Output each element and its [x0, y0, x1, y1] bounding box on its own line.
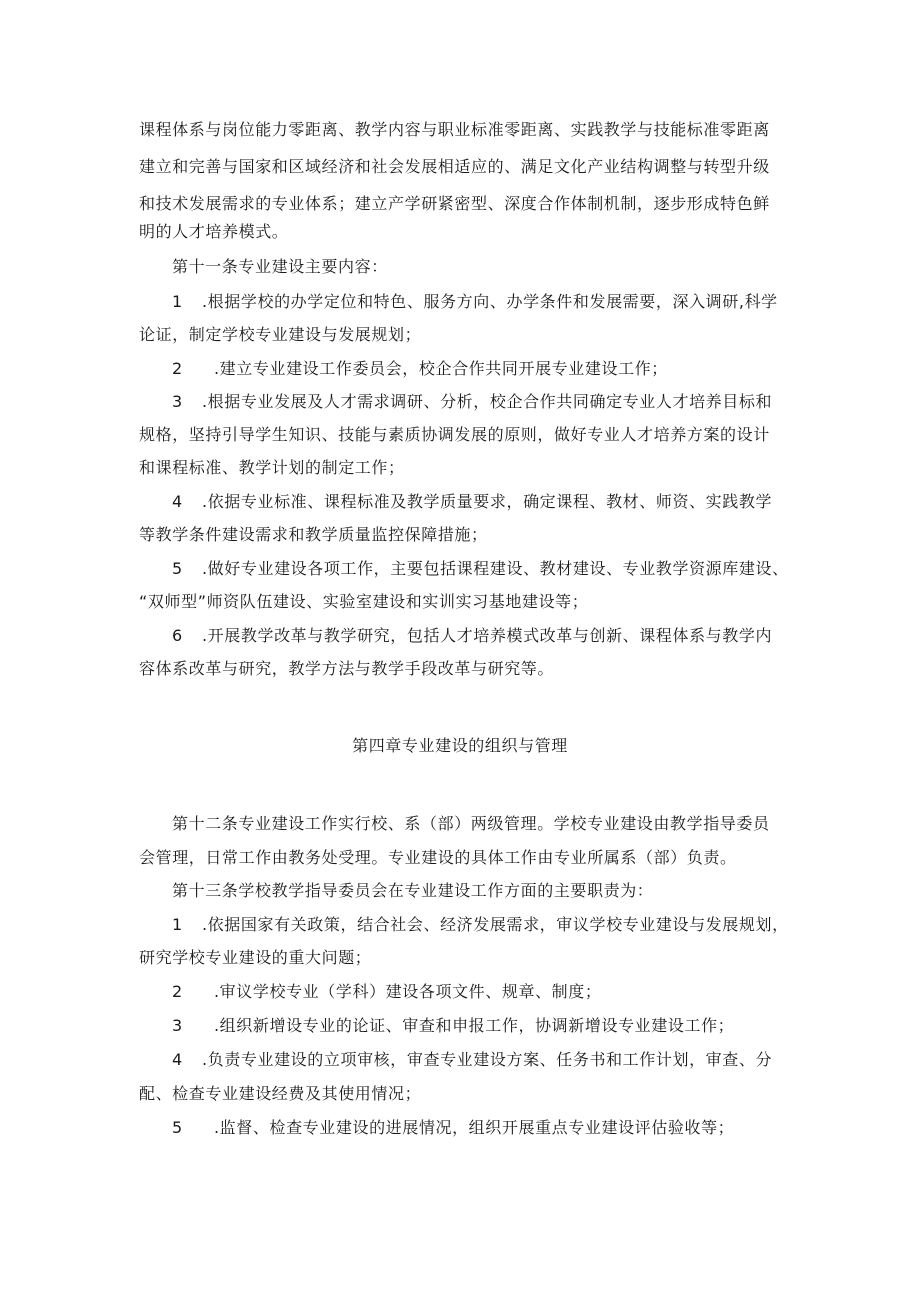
article13-item-1-cont: 研究学校专业建设的重大问题；	[139, 948, 372, 967]
article12-line-2: 会管理，日常工作由教务处受理。专业建设的具体工作由专业所属系（部）负责。	[139, 848, 737, 867]
article11-title: 第十一条专业建设主要内容：	[172, 257, 388, 276]
article11-item-6	[172, 626, 772, 646]
article11-item-4-cont: 等教学条件建设需求和教学质量监控保障措施；	[139, 525, 488, 544]
item-number: 3	[172, 392, 183, 411]
item-text: .审议学校专业（学科）建设各项文件、规章、制度；	[214, 982, 602, 1001]
item-number: 5	[172, 559, 183, 578]
item-number: 3	[172, 1016, 183, 1035]
item-number: 1	[172, 292, 183, 311]
article11-item-1	[172, 292, 778, 312]
item-number: 6	[172, 626, 183, 645]
article11-item-2	[172, 359, 668, 379]
para1-line-1: 课程体系与岗位能力零距离、教学内容与职业标准零距离、实践教学与技能标准零距离	[139, 120, 770, 139]
article13-item-4	[172, 1050, 772, 1070]
article13-item-3	[172, 1016, 734, 1036]
item-text: .负责专业建设的立项审核，审查专业建设方案、任务书和工作计划，审查、分	[202, 1050, 773, 1069]
article11-item-5-cont: “双师型”师资队伍建设、实验室建设和实训实习基地建设等；	[139, 592, 589, 611]
article13-item-5	[172, 1118, 734, 1138]
article11-item-4	[172, 492, 772, 512]
article12-line-1: 第十二条专业建设工作实行校、系（部）两级管理。学校专业建设由教学指导委员	[172, 814, 770, 833]
article11-item-1-cont: 论证，制定学校专业建设与发展规划；	[139, 325, 422, 344]
article13-item-4-cont: 配、检查专业建设经费及其使用情况；	[139, 1084, 422, 1103]
item-number: 2	[172, 982, 183, 1001]
item-number: 4	[172, 1050, 183, 1069]
chapter4-heading: 第四章专业建设的组织与管理	[352, 736, 568, 755]
item-number: 1	[172, 915, 183, 934]
article11-item-3-cont-1: 规格，坚持引导学生知识、技能与素质协调发展的原则，做好专业人才培养方案的设计	[139, 425, 770, 444]
para1-line-3: 和技术发展需求的专业体系；建立产学研紧密型、深度合作体制机制，逐步形成特色鲜	[139, 194, 770, 213]
article13-item-1	[172, 915, 789, 935]
article11-item-3	[172, 392, 772, 412]
item-number: 5	[172, 1118, 183, 1137]
article13-item-2	[172, 982, 602, 1002]
item-number: 4	[172, 492, 183, 511]
item-text: .组织新增设专业的论证、审查和申报工作，协调新增设专业建设工作；	[214, 1016, 735, 1035]
article11-item-6-cont: 容体系改革与研究，教学方法与教学手段改革与研究等。	[139, 659, 555, 678]
article11-item-3-cont-2: 和课程标准、教学计划的制定工作；	[139, 458, 405, 477]
item-text: .做好专业建设各项工作，主要包括课程建设、教材建设、专业教学资源库建设、	[202, 559, 789, 578]
para1-line-4: 明的人才培养模式。	[139, 222, 289, 241]
item-text: .建立专业建设工作委员会，校企合作共同开展专业建设工作；	[214, 359, 668, 378]
item-text: .根据专业发展及人才需求调研、分析，校企合作共同确定专业人才培养目标和	[202, 392, 773, 411]
item-number: 2	[172, 359, 183, 378]
item-text: .监督、检查专业建设的进展情况，组织开展重点专业建设评估验收等；	[214, 1118, 735, 1137]
article11-item-5	[172, 559, 789, 579]
item-text: .依据专业标准、课程标准及教学质量要求，确定课程、教材、师资、实践教学	[202, 492, 773, 511]
item-text: .开展教学改革与教学研究，包括人才培养模式改革与创新、课程体系与教学内	[202, 626, 773, 645]
para1-line-2: 建立和完善与国家和区域经济和社会发展相适应的、满足文化产业结构调整与转型升级	[139, 157, 770, 176]
item-text: .根据学校的办学定位和特色、服务方向、办学条件和发展需要，深入调研,科学	[202, 292, 778, 311]
item-text: .依据国家有关政策，结合社会、经济发展需求，审议学校专业建设与发展规划，	[202, 915, 789, 934]
article13-title: 第十三条学校教学指导委员会在专业建设工作方面的主要职责为：	[172, 881, 654, 900]
